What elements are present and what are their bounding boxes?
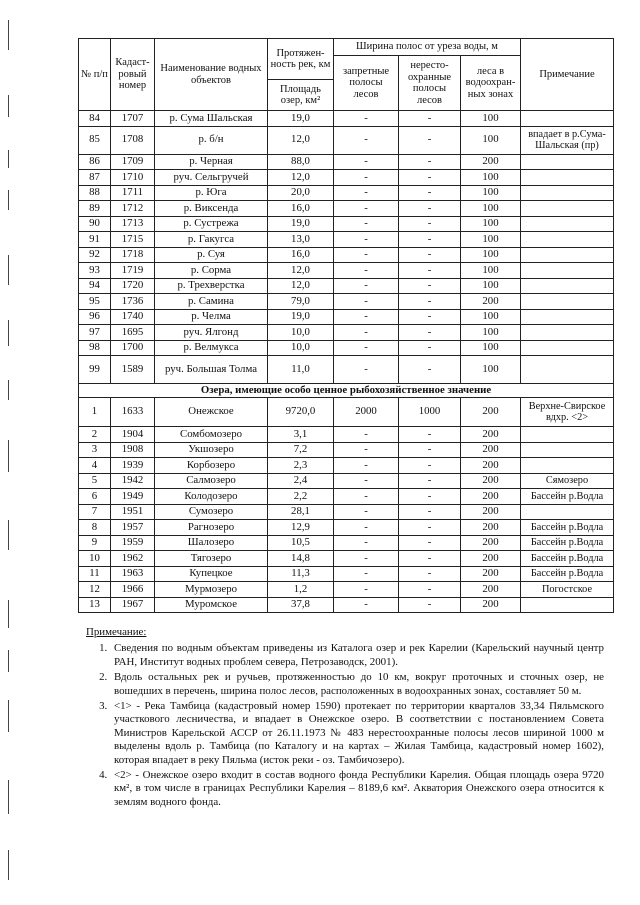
water-zone-width: 200 bbox=[461, 398, 521, 427]
object-name: Шалозеро bbox=[155, 535, 268, 551]
row-note bbox=[521, 356, 614, 384]
notes-heading: Примечание: bbox=[86, 626, 147, 638]
forbidden-width: - bbox=[334, 442, 399, 458]
cadastral-number: 1715 bbox=[111, 232, 155, 248]
table-body bbox=[79, 111, 614, 613]
length-or-area: 19,0 bbox=[268, 111, 334, 127]
length-or-area: 19,0 bbox=[268, 309, 334, 325]
length-or-area: 7,2 bbox=[268, 442, 334, 458]
spawning-width: 1000 bbox=[399, 398, 461, 427]
row-number: 13 bbox=[79, 597, 111, 613]
row-note bbox=[521, 232, 614, 248]
table-row bbox=[79, 170, 614, 186]
note-item: 3. <1> - Река Тамбица (кадастровый номер 1590) протекает по территории кварталов 33,34 Пяльмского участкового лесничества, и впадает в Онежское озеро. В соответствии с постановлением Совета Министров Карельской АССР от 26.11.1973 № 483 нерестоохранные полосы лесов шириной 1000 м выделены вдоль р. Тамбица (по Каталогу и на картах – Жилая Тамбица, кадастровый номер 1602), которая впадает в реку Пяльма (исток реки - оз. Тамбичозеро). bbox=[110, 700, 604, 767]
water-zone-width: 200 bbox=[461, 427, 521, 443]
spawning-width: - bbox=[399, 154, 461, 170]
table-row bbox=[79, 566, 614, 582]
forbidden-width: - bbox=[334, 520, 399, 536]
spawning-width: - bbox=[399, 247, 461, 263]
note-item: 2. Вдоль остальных рек и ручьев, протяженностью до 10 км, вокруг проточных и сточных озер, не вошедших в перечень, ширина полос лесов, расположенных в водоохранных зонах, составляет 50 м. bbox=[110, 671, 604, 698]
spawning-width: - bbox=[399, 294, 461, 310]
forbidden-width: - bbox=[334, 582, 399, 598]
water-zone-width: 100 bbox=[461, 263, 521, 279]
object-name: р. Юга bbox=[155, 185, 268, 201]
table-row bbox=[79, 247, 614, 263]
header-width-group: Ширина полос от уреза воды, м bbox=[334, 39, 521, 56]
table-row bbox=[79, 309, 614, 325]
row-note bbox=[521, 247, 614, 263]
cadastral-number: 1719 bbox=[111, 263, 155, 279]
row-note bbox=[521, 442, 614, 458]
table-row bbox=[79, 535, 614, 551]
row-note bbox=[521, 278, 614, 294]
cadastral-number: 1707 bbox=[111, 111, 155, 127]
row-number: 4 bbox=[79, 458, 111, 474]
length-or-area: 10,5 bbox=[268, 535, 334, 551]
notes-list bbox=[86, 642, 604, 809]
spawning-width: - bbox=[399, 232, 461, 248]
water-zone-width: 200 bbox=[461, 473, 521, 489]
water-zone-width: 100 bbox=[461, 170, 521, 186]
length-or-area: 12,0 bbox=[268, 263, 334, 279]
row-note: впадает в р.Сума-Шальская (пр) bbox=[521, 126, 614, 154]
table-row bbox=[79, 201, 614, 217]
row-number: 11 bbox=[79, 566, 111, 582]
length-or-area: 28,1 bbox=[268, 504, 334, 520]
object-name: Онежское bbox=[155, 398, 268, 427]
header-spawning: нересто-охранные полосы лесов bbox=[399, 56, 461, 111]
object-name: Рагнозеро bbox=[155, 520, 268, 536]
water-zone-width: 200 bbox=[461, 551, 521, 567]
forbidden-width: - bbox=[334, 427, 399, 443]
cadastral-number: 1718 bbox=[111, 247, 155, 263]
spawning-width: - bbox=[399, 566, 461, 582]
row-note bbox=[521, 340, 614, 356]
row-note: Верхне-Свирское вдхр. <2> bbox=[521, 398, 614, 427]
water-zone-width: 200 bbox=[461, 442, 521, 458]
table-row bbox=[79, 551, 614, 567]
row-number: 7 bbox=[79, 504, 111, 520]
row-number: 5 bbox=[79, 473, 111, 489]
spawning-width: - bbox=[399, 216, 461, 232]
row-number: 97 bbox=[79, 325, 111, 341]
length-or-area: 16,0 bbox=[268, 247, 334, 263]
water-zone-width: 100 bbox=[461, 111, 521, 127]
water-zone-width: 100 bbox=[461, 126, 521, 154]
row-number: 92 bbox=[79, 247, 111, 263]
table-row bbox=[79, 597, 614, 613]
table-row bbox=[79, 520, 614, 536]
water-zone-width: 100 bbox=[461, 309, 521, 325]
row-note bbox=[521, 170, 614, 186]
forbidden-width: - bbox=[334, 216, 399, 232]
spawning-width: - bbox=[399, 170, 461, 186]
row-number: 93 bbox=[79, 263, 111, 279]
cadastral-number: 1700 bbox=[111, 340, 155, 356]
spawning-width: - bbox=[399, 185, 461, 201]
row-number: 85 bbox=[79, 126, 111, 154]
length-or-area: 79,0 bbox=[268, 294, 334, 310]
cadastral-number: 1711 bbox=[111, 185, 155, 201]
object-name: р. Суя bbox=[155, 247, 268, 263]
table-row bbox=[79, 398, 614, 427]
object-name: р. Велмукса bbox=[155, 340, 268, 356]
object-name: р. Черная bbox=[155, 154, 268, 170]
length-or-area: 12,0 bbox=[268, 278, 334, 294]
cadastral-number: 1959 bbox=[111, 535, 155, 551]
cadastral-number: 1709 bbox=[111, 154, 155, 170]
row-number: 94 bbox=[79, 278, 111, 294]
forbidden-width: - bbox=[334, 325, 399, 341]
row-note bbox=[521, 154, 614, 170]
spawning-width: - bbox=[399, 263, 461, 279]
spawning-width: - bbox=[399, 442, 461, 458]
length-or-area: 10,0 bbox=[268, 340, 334, 356]
cadastral-number: 1949 bbox=[111, 489, 155, 505]
spawning-width: - bbox=[399, 278, 461, 294]
spawning-width: - bbox=[399, 325, 461, 341]
row-note: Бассейн р.Водла bbox=[521, 535, 614, 551]
object-name: Муромское bbox=[155, 597, 268, 613]
forbidden-width: - bbox=[334, 201, 399, 217]
row-note: Бассейн р.Водла bbox=[521, 520, 614, 536]
table-row bbox=[79, 356, 614, 384]
object-name: Колодозеро bbox=[155, 489, 268, 505]
row-note: Сямозеро bbox=[521, 473, 614, 489]
table-row bbox=[79, 216, 614, 232]
length-or-area: 14,8 bbox=[268, 551, 334, 567]
forbidden-width: - bbox=[334, 278, 399, 294]
spawning-width: - bbox=[399, 520, 461, 536]
water-zone-width: 200 bbox=[461, 535, 521, 551]
length-or-area: 2,2 bbox=[268, 489, 334, 505]
forbidden-width: - bbox=[334, 566, 399, 582]
row-number: 10 bbox=[79, 551, 111, 567]
water-zone-width: 100 bbox=[461, 278, 521, 294]
row-note bbox=[521, 427, 614, 443]
spawning-width: - bbox=[399, 582, 461, 598]
forbidden-width: - bbox=[334, 247, 399, 263]
row-note bbox=[521, 201, 614, 217]
length-or-area: 13,0 bbox=[268, 232, 334, 248]
length-or-area: 20,0 bbox=[268, 185, 334, 201]
forbidden-width: - bbox=[334, 551, 399, 567]
row-note bbox=[521, 597, 614, 613]
cadastral-number: 1589 bbox=[111, 356, 155, 384]
section-title: Озера, имеющие особо ценное рыбохозяйственное значение bbox=[79, 384, 614, 398]
table-row bbox=[79, 582, 614, 598]
cadastral-number: 1904 bbox=[111, 427, 155, 443]
water-zone-width: 100 bbox=[461, 185, 521, 201]
cadastral-number: 1967 bbox=[111, 597, 155, 613]
row-note: Бассейн р.Водла bbox=[521, 551, 614, 567]
row-number: 84 bbox=[79, 111, 111, 127]
forbidden-width: - bbox=[334, 185, 399, 201]
header-area: Площадь озер, км² bbox=[268, 80, 334, 111]
object-name: руч. Ялгонд bbox=[155, 325, 268, 341]
length-or-area: 1,2 bbox=[268, 582, 334, 598]
row-number: 88 bbox=[79, 185, 111, 201]
header-note: Примечание bbox=[521, 39, 614, 111]
table-row bbox=[79, 325, 614, 341]
header-length: Протяжен-ность рек, км bbox=[268, 39, 334, 80]
spawning-width: - bbox=[399, 126, 461, 154]
table-row bbox=[79, 111, 614, 127]
row-number: 95 bbox=[79, 294, 111, 310]
table-row bbox=[79, 504, 614, 520]
water-zone-width: 100 bbox=[461, 201, 521, 217]
water-zone-width: 200 bbox=[461, 504, 521, 520]
object-name: р. Трехверстка bbox=[155, 278, 268, 294]
row-note bbox=[521, 504, 614, 520]
row-number: 87 bbox=[79, 170, 111, 186]
water-zone-width: 200 bbox=[461, 520, 521, 536]
object-name: Купецкое bbox=[155, 566, 268, 582]
row-number: 2 bbox=[79, 427, 111, 443]
row-number: 12 bbox=[79, 582, 111, 598]
row-note bbox=[521, 294, 614, 310]
row-number: 8 bbox=[79, 520, 111, 536]
cadastral-number: 1713 bbox=[111, 216, 155, 232]
forbidden-width: - bbox=[334, 263, 399, 279]
row-number: 96 bbox=[79, 309, 111, 325]
row-number: 3 bbox=[79, 442, 111, 458]
forbidden-width: - bbox=[334, 170, 399, 186]
length-or-area: 37,8 bbox=[268, 597, 334, 613]
forbidden-width: 2000 bbox=[334, 398, 399, 427]
notes-block bbox=[86, 626, 604, 811]
cadastral-number: 1908 bbox=[111, 442, 155, 458]
water-zone-width: 200 bbox=[461, 458, 521, 474]
row-note bbox=[521, 263, 614, 279]
forbidden-width: - bbox=[334, 597, 399, 613]
cadastral-number: 1939 bbox=[111, 458, 155, 474]
water-objects-table bbox=[78, 38, 614, 613]
header-forbidden: запретные полосы лесов bbox=[334, 56, 399, 111]
row-note: Бассейн р.Водла bbox=[521, 489, 614, 505]
table-row bbox=[79, 340, 614, 356]
cadastral-number: 1712 bbox=[111, 201, 155, 217]
table-row bbox=[79, 294, 614, 310]
spawning-width: - bbox=[399, 340, 461, 356]
row-note bbox=[521, 458, 614, 474]
cadastral-number: 1695 bbox=[111, 325, 155, 341]
water-zone-width: 200 bbox=[461, 566, 521, 582]
object-name: р. Челма bbox=[155, 309, 268, 325]
length-or-area: 12,0 bbox=[268, 170, 334, 186]
row-number: 6 bbox=[79, 489, 111, 505]
object-name: Сомбомозеро bbox=[155, 427, 268, 443]
forbidden-width: - bbox=[334, 340, 399, 356]
cadastral-number: 1942 bbox=[111, 473, 155, 489]
spawning-width: - bbox=[399, 458, 461, 474]
water-zone-width: 200 bbox=[461, 582, 521, 598]
water-zone-width: 200 bbox=[461, 489, 521, 505]
table-row bbox=[79, 263, 614, 279]
spawning-width: - bbox=[399, 356, 461, 384]
forbidden-width: - bbox=[334, 232, 399, 248]
cadastral-number: 1736 bbox=[111, 294, 155, 310]
object-name: Сумозеро bbox=[155, 504, 268, 520]
length-or-area: 9720,0 bbox=[268, 398, 334, 427]
header-cadastral: Кадаст-ровый номер bbox=[111, 39, 155, 111]
cadastral-number: 1720 bbox=[111, 278, 155, 294]
row-number: 91 bbox=[79, 232, 111, 248]
row-note: Погостское bbox=[521, 582, 614, 598]
table-row bbox=[79, 458, 614, 474]
water-zone-width: 100 bbox=[461, 325, 521, 341]
table-row bbox=[79, 154, 614, 170]
row-note: Бассейн р.Водла bbox=[521, 566, 614, 582]
length-or-area: 19,0 bbox=[268, 216, 334, 232]
header-water-zone: леса в водоохран-ных зонах bbox=[461, 56, 521, 111]
object-name: р. б/н bbox=[155, 126, 268, 154]
length-or-area: 11,3 bbox=[268, 566, 334, 582]
object-name: р. Виксенда bbox=[155, 201, 268, 217]
spawning-width: - bbox=[399, 489, 461, 505]
note-item: 4. <2> - Онежское озеро входит в состав водного фонда Республики Карелия. Общая площадь озера 9720 км², в том числе в границах Республики Карелия – 8189,6 км². Акватория Онежского озера относится к землям водного фонда. bbox=[110, 769, 604, 809]
object-name: р. Сустрежа bbox=[155, 216, 268, 232]
table-row bbox=[79, 473, 614, 489]
object-name: руч. Сельгручей bbox=[155, 170, 268, 186]
length-or-area: 16,0 bbox=[268, 201, 334, 217]
spawning-width: - bbox=[399, 504, 461, 520]
water-zone-width: 100 bbox=[461, 232, 521, 248]
water-zone-width: 100 bbox=[461, 216, 521, 232]
water-zone-width: 100 bbox=[461, 340, 521, 356]
header-num: № п/п bbox=[79, 39, 111, 111]
object-name: Тягозеро bbox=[155, 551, 268, 567]
row-note bbox=[521, 325, 614, 341]
binder-margin-marks bbox=[0, 0, 30, 905]
spawning-width: - bbox=[399, 201, 461, 217]
row-note bbox=[521, 216, 614, 232]
cadastral-number: 1740 bbox=[111, 309, 155, 325]
length-or-area: 3,1 bbox=[268, 427, 334, 443]
table-row bbox=[79, 442, 614, 458]
row-note bbox=[521, 111, 614, 127]
forbidden-width: - bbox=[334, 111, 399, 127]
note-item: 1. Сведения по водным объектам приведены из Каталога озер и рек Карелии (Карельский научный центр РАН, Институт водных проблем севера, Петрозаводск, 2001). bbox=[110, 642, 604, 669]
cadastral-number: 1633 bbox=[111, 398, 155, 427]
object-name: р. Гакугса bbox=[155, 232, 268, 248]
cadastral-number: 1966 bbox=[111, 582, 155, 598]
forbidden-width: - bbox=[334, 356, 399, 384]
length-or-area: 2,4 bbox=[268, 473, 334, 489]
forbidden-width: - bbox=[334, 473, 399, 489]
object-name: Корбозеро bbox=[155, 458, 268, 474]
section-row bbox=[79, 384, 614, 398]
spawning-width: - bbox=[399, 551, 461, 567]
row-number: 99 bbox=[79, 356, 111, 384]
object-name: р. Сума Шальская bbox=[155, 111, 268, 127]
spawning-width: - bbox=[399, 427, 461, 443]
forbidden-width: - bbox=[334, 126, 399, 154]
water-zone-width: 100 bbox=[461, 356, 521, 384]
spawning-width: - bbox=[399, 535, 461, 551]
cadastral-number: 1708 bbox=[111, 126, 155, 154]
row-number: 98 bbox=[79, 340, 111, 356]
forbidden-width: - bbox=[334, 154, 399, 170]
water-zone-width: 200 bbox=[461, 154, 521, 170]
table-row bbox=[79, 427, 614, 443]
length-or-area: 12,0 bbox=[268, 126, 334, 154]
object-name: Укшозеро bbox=[155, 442, 268, 458]
object-name: руч. Большая Толма bbox=[155, 356, 268, 384]
spawning-width: - bbox=[399, 473, 461, 489]
cadastral-number: 1951 bbox=[111, 504, 155, 520]
table-row bbox=[79, 126, 614, 154]
object-name: Мурмозеро bbox=[155, 582, 268, 598]
cadastral-number: 1710 bbox=[111, 170, 155, 186]
row-number: 9 bbox=[79, 535, 111, 551]
row-number: 90 bbox=[79, 216, 111, 232]
forbidden-width: - bbox=[334, 309, 399, 325]
water-zone-width: 100 bbox=[461, 247, 521, 263]
forbidden-width: - bbox=[334, 504, 399, 520]
object-name: р. Сорма bbox=[155, 263, 268, 279]
forbidden-width: - bbox=[334, 535, 399, 551]
spawning-width: - bbox=[399, 597, 461, 613]
table-row bbox=[79, 278, 614, 294]
forbidden-width: - bbox=[334, 294, 399, 310]
object-name: р. Самина bbox=[155, 294, 268, 310]
cadastral-number: 1963 bbox=[111, 566, 155, 582]
row-note bbox=[521, 185, 614, 201]
table-row bbox=[79, 185, 614, 201]
length-or-area: 10,0 bbox=[268, 325, 334, 341]
length-or-area: 11,0 bbox=[268, 356, 334, 384]
table-row bbox=[79, 489, 614, 505]
forbidden-width: - bbox=[334, 489, 399, 505]
row-number: 86 bbox=[79, 154, 111, 170]
cadastral-number: 1962 bbox=[111, 551, 155, 567]
water-zone-width: 200 bbox=[461, 294, 521, 310]
cadastral-number: 1957 bbox=[111, 520, 155, 536]
row-note bbox=[521, 309, 614, 325]
water-zone-width: 200 bbox=[461, 597, 521, 613]
header-name: Наименование водных объектов bbox=[155, 39, 268, 111]
length-or-area: 88,0 bbox=[268, 154, 334, 170]
length-or-area: 2,3 bbox=[268, 458, 334, 474]
spawning-width: - bbox=[399, 111, 461, 127]
length-or-area: 12,9 bbox=[268, 520, 334, 536]
object-name: Салмозеро bbox=[155, 473, 268, 489]
table-row bbox=[79, 232, 614, 248]
row-number: 1 bbox=[79, 398, 111, 427]
spawning-width: - bbox=[399, 309, 461, 325]
forbidden-width: - bbox=[334, 458, 399, 474]
row-number: 89 bbox=[79, 201, 111, 217]
